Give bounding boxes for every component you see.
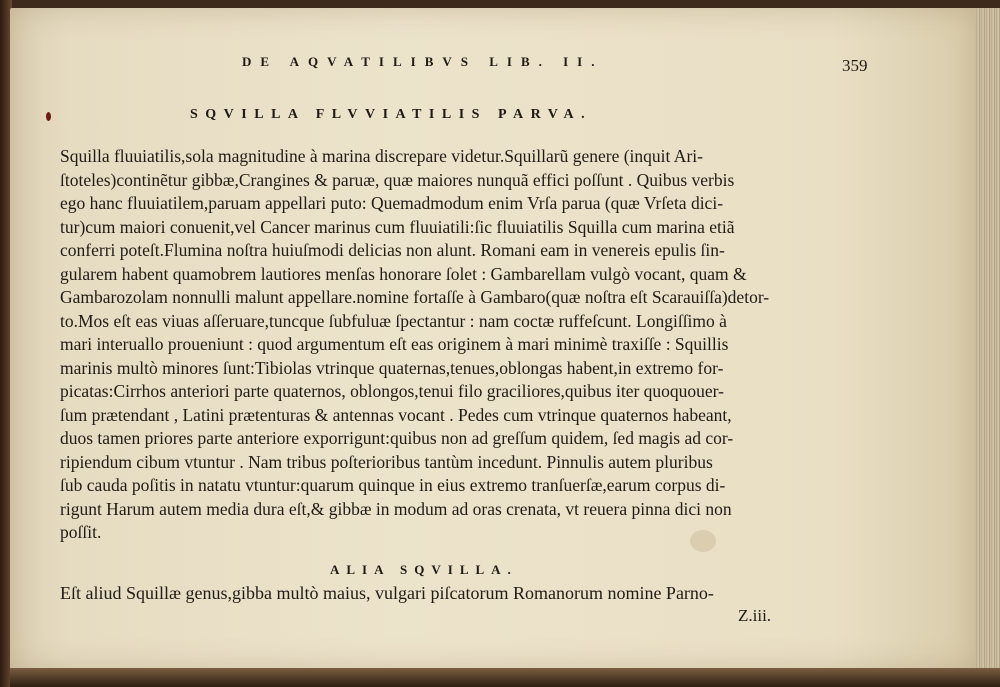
text-line: to.Mos eſt eas viuas aſſeruare,tuncque ſubfuluæ ſpectantur : nam coctæ ruffeſcunt. Longiſſimo à	[60, 310, 727, 331]
text-line: Gambarozolam nonnulli malunt appellare.nomine fortaſſe à Gambaro(quæ noſtra eſt Scarauiſſa)detor-	[60, 287, 770, 307]
text-line: ripiendum cibum vtuntur . Nam tribus poſterioribus tantùm incedunt. Pinnulis autem pluribus	[60, 451, 713, 472]
text-line: duos tamen priores parte anteriore exporrigunt:quibus non ad greſſum quidem, ſed magis ad cor-	[60, 428, 734, 448]
book-cover-bottom	[10, 668, 1000, 687]
section-title: SQVILLA FLVVIATILIS PARVA.	[190, 107, 593, 122]
text-line: conferri poteſt.Flumina noſtra huiuſmodi delicias non alunt. Romani eam in venereis epulis ſin-	[60, 240, 725, 260]
text-line: rigunt Harum autem media dura eſt,& gibbæ in modum ad oras crenata, vt reuera pinna dici non	[60, 498, 732, 519]
text-line: marinis multò minores ſunt:Tibiolas vtrinque quaternas,tenues,oblongas habent,in extremo for-	[60, 357, 724, 378]
page-number: 359	[842, 56, 868, 75]
text-line: picatas:Cirrhos anteriori parte quaternos, oblongos,tenui filo graciliores,quibus iter quoquouer-	[60, 381, 724, 401]
ink-mark	[46, 112, 51, 121]
text-line: mari interuallo proueniunt : quod argumentum eſt eas originem à mari minimè traxiſſe : Squillis	[60, 334, 729, 354]
subsection-title: ALIA SQVILLA.	[330, 562, 518, 577]
text-line: poſſit.	[60, 522, 102, 542]
signature-mark: Z.iii.	[738, 606, 772, 625]
text-line: ſum prætendant , Latini prætenturas & antennas vocant . Pedes cum vtrinque quaternos habeant,	[60, 404, 732, 425]
text-line: tur)cum maiori conuenit,vel Cancer marinus cum fluuiatili:ſic fluuiatilis Squilla cum marina etiã	[60, 216, 735, 237]
text-line: gularem habent quamobrem lautiores menſas honorare ſolet : Gambarellam vulgò vocant, quam &	[60, 263, 747, 284]
tail-text-line: Eſt aliud Squillæ genus,gibba multò maius, vulgari piſcatorum Romanorum nomine Parno-	[60, 583, 714, 603]
running-head: DE AQVATILIBVS LIB. II.	[242, 54, 604, 69]
body-text	[60, 145, 890, 545]
text-line: Squilla fluuiatilis,sola magnitudine à marina discrepare videtur.Squillarũ genere (inquit Ari-	[60, 146, 703, 166]
text-line: ego hanc fluuiatilem,paruam appellari puto: Quemadmodum enim Vrſa parua (quæ Vrſeta dici-	[60, 193, 724, 213]
text-line: ſtoteles)continẽtur gibbæ,Crangines & paruæ, quæ maiores nunquã effici poſſunt . Quibus verbis	[60, 169, 735, 190]
text-line: ſub cauda poſitis in natatu vtuntur:quarum quinque in eius extremo tranſuerſæ,earum corpus di-	[60, 475, 726, 495]
page-edges-right	[975, 8, 1000, 670]
